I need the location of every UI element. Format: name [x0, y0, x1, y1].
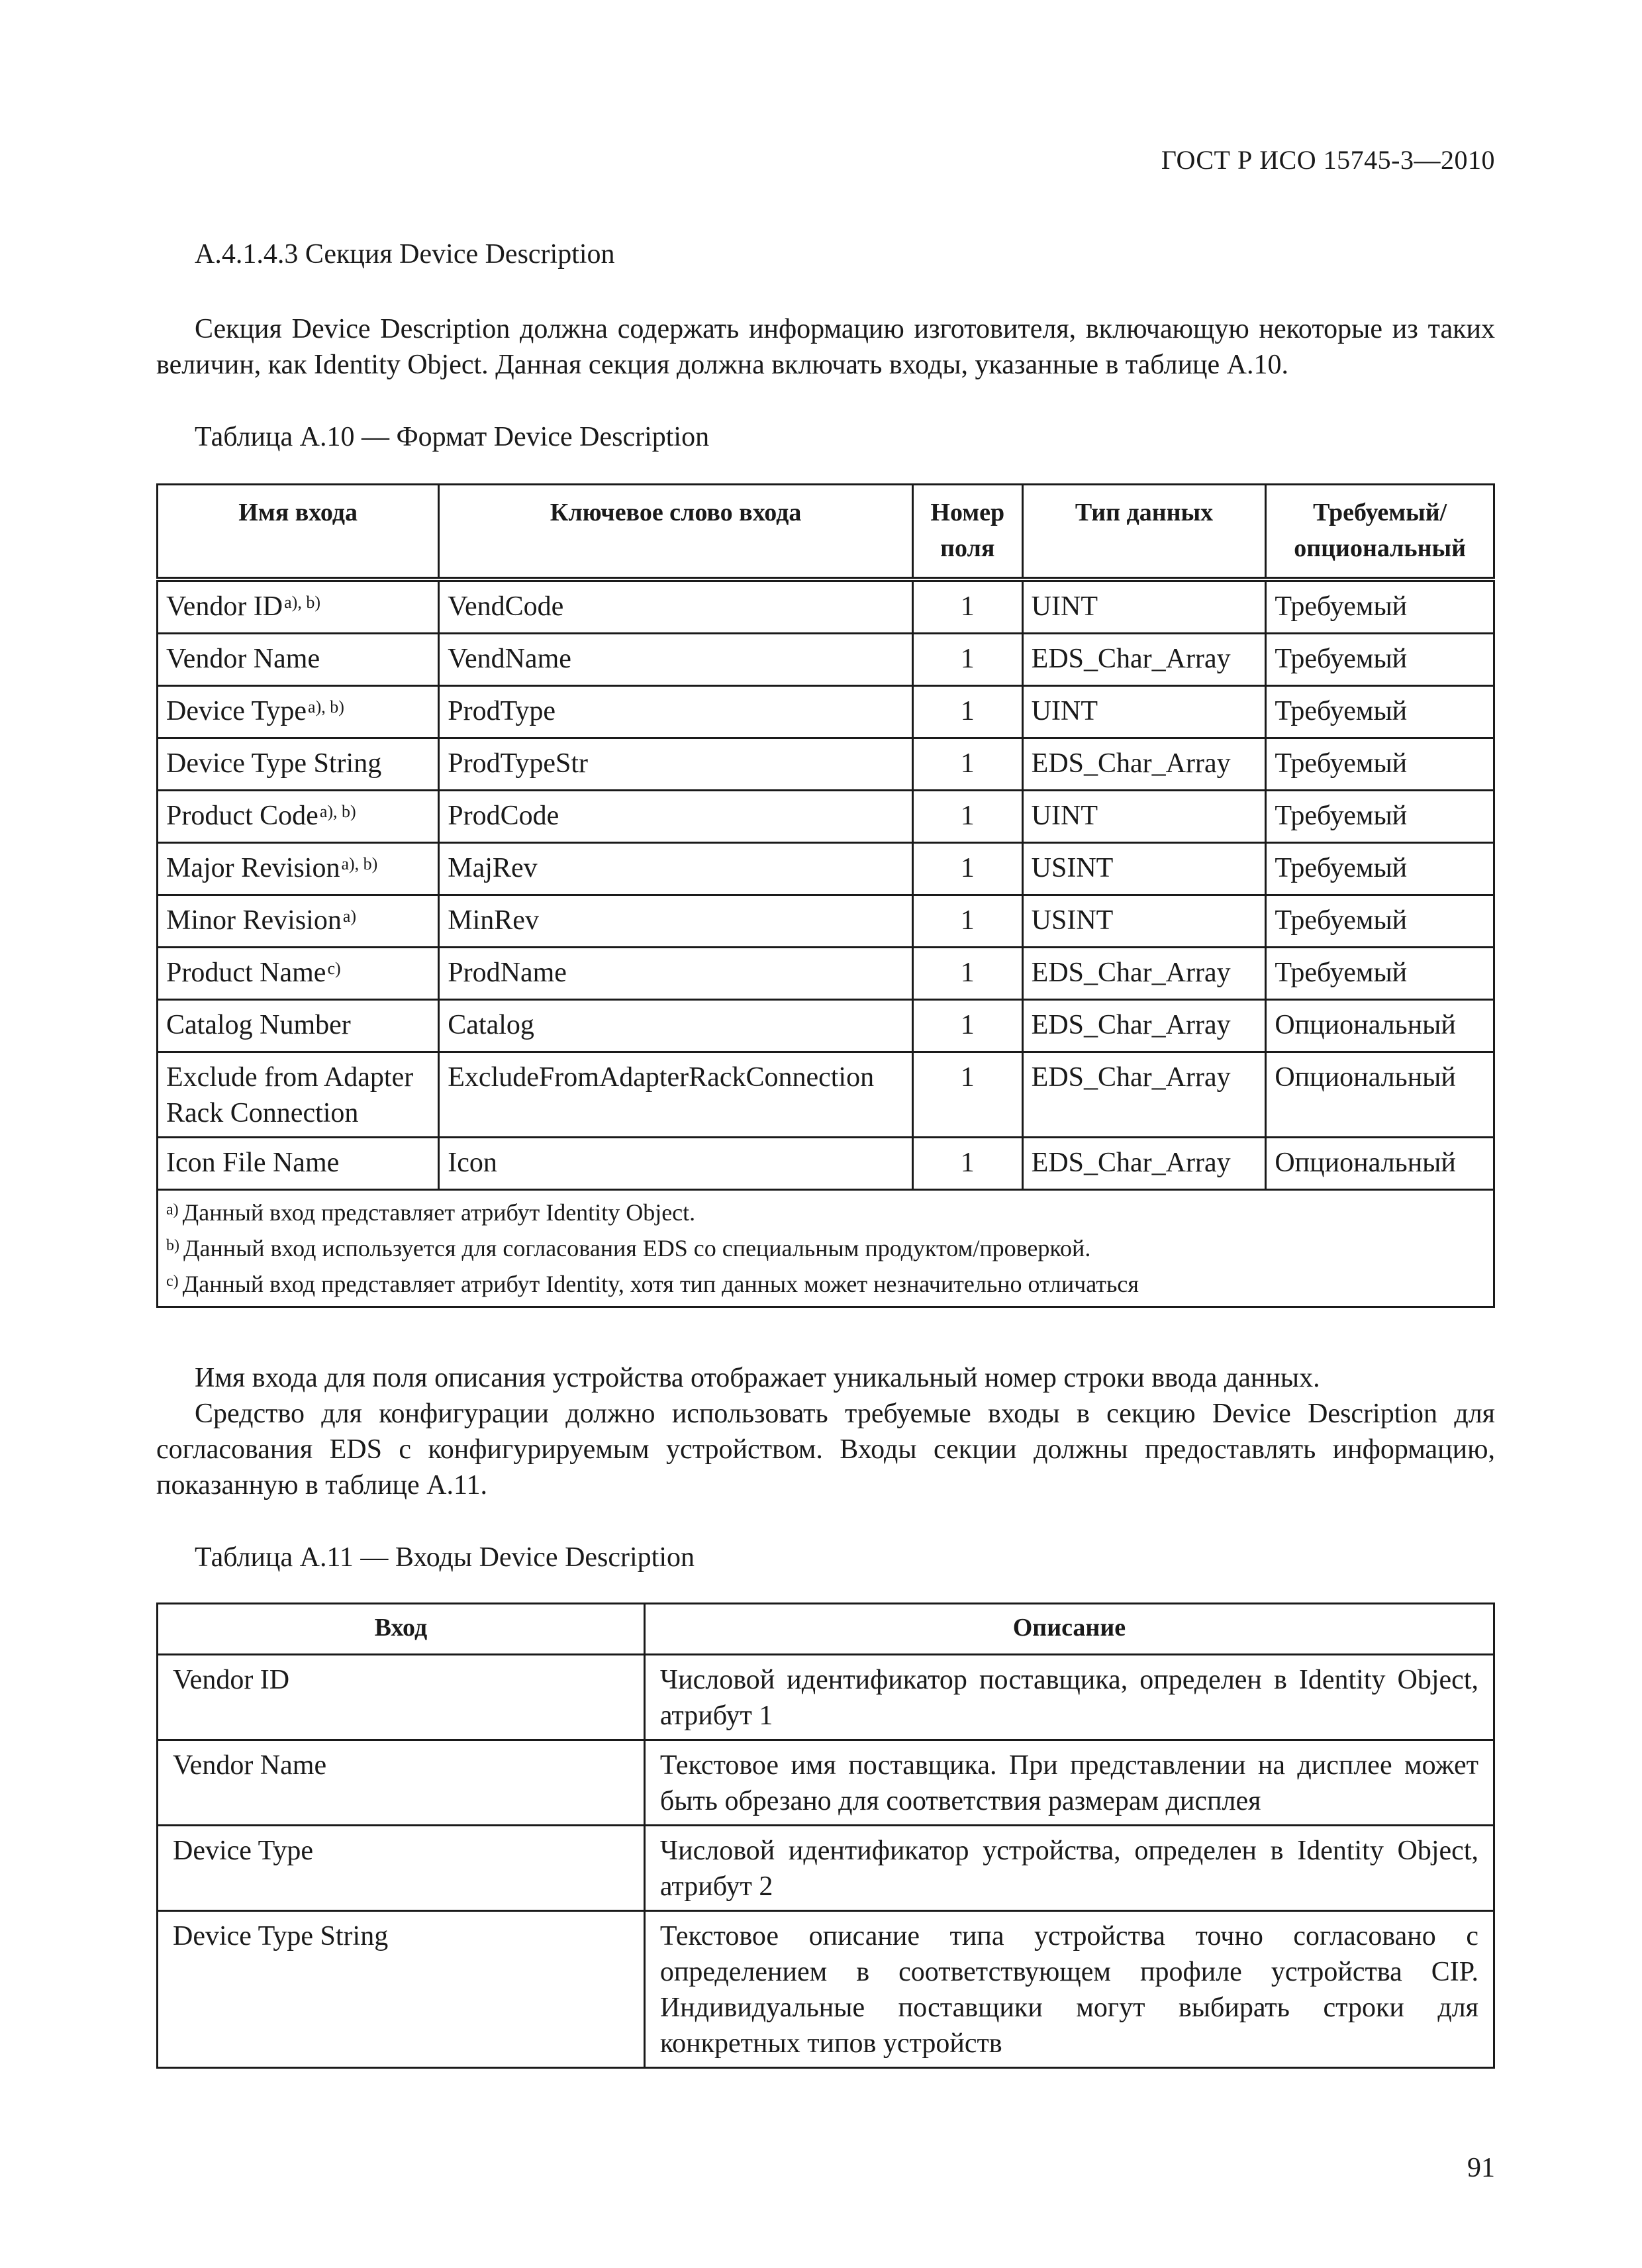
cell-field-number: 1: [912, 843, 1022, 895]
cell-entry-name: Icon File Name: [158, 1138, 439, 1190]
cell-required-optional: Требуемый: [1266, 791, 1494, 843]
cell-entry-name: Major Revision$^{a), b)}$: [158, 843, 439, 895]
note-b: $^{b)}$ Данный вход используется для согласования EDS со специальным продуктом/проверкой.: [166, 1235, 1091, 1261]
cell-field-number: 1: [912, 634, 1022, 686]
cell-keyword: ProdTypeStr: [439, 738, 913, 791]
header-required-optional: Требуемый/ опциональный: [1266, 485, 1494, 580]
table-a11-header-row: [158, 1604, 1494, 1655]
table-row: [158, 738, 1494, 791]
table-a11: [156, 1602, 1495, 2069]
table-a10-notes-row: [158, 1190, 1494, 1307]
cell-required-optional: Требуемый: [1266, 738, 1494, 791]
cell-required-optional: Опциональный: [1266, 1000, 1494, 1052]
cell-data-type: EDS_Char_Array: [1022, 948, 1266, 1000]
cell-entry: Device Type String: [158, 1911, 645, 2068]
header-keyword: Ключевое слово входа: [439, 485, 913, 580]
cell-data-type: UINT: [1022, 579, 1266, 634]
cell-keyword: Icon: [439, 1138, 913, 1190]
cell-field-number: 1: [912, 948, 1022, 1000]
cell-required-optional: Опциональный: [1266, 1138, 1494, 1190]
footnote-reference: a), b): [284, 593, 320, 612]
document-page: [156, 0, 1495, 2268]
table-row: [158, 791, 1494, 843]
cell-description: Текстовое имя поставщика. При представлении на дисплее может быть обрезано для соответствия размерам дисплея: [644, 1740, 1494, 1826]
header-entry-name: Имя входа: [158, 485, 439, 580]
cell-required-optional: Требуемый: [1266, 686, 1494, 738]
cell-data-type: USINT: [1022, 895, 1266, 948]
cell-required-optional: Требуемый: [1266, 634, 1494, 686]
header-entry: Вход: [158, 1604, 645, 1655]
footnote-reference: a), b): [308, 697, 344, 716]
table-a10-header-row: [158, 485, 1494, 580]
cell-required-optional: Требуемый: [1266, 843, 1494, 895]
cell-description: Текстовое описание типа устройства точно согласовано с определением в соответствующем профиле устройства CIP. Индивидуальные поставщики могут выбирать строки для конкретных типов устройств: [644, 1911, 1494, 2068]
footnote-reference: c): [327, 959, 341, 978]
cell-entry-name: Vendor $ID^{a), b)}$: [158, 579, 439, 634]
table-row: [158, 579, 1494, 634]
cell-entry: Vendor ID: [158, 1655, 645, 1740]
page-number: 91: [1467, 2153, 1495, 2183]
cell-keyword: ProdName: [439, 948, 913, 1000]
cell-field-number: 1: [912, 686, 1022, 738]
cell-required-optional: Требуемый: [1266, 948, 1494, 1000]
cell-data-type: UINT: [1022, 791, 1266, 843]
section-heading: A.4.1.4.3 Секция Device Description: [195, 239, 615, 270]
table-a10: [156, 483, 1495, 1308]
table-row: [158, 1740, 1494, 1826]
table-row: [158, 634, 1494, 686]
footnote-reference: a), b): [341, 854, 378, 873]
cell-field-number: 1: [912, 1052, 1022, 1138]
cell-description: Числовой идентификатор поставщика, определен в Identity Object, атрибут 1: [644, 1655, 1494, 1740]
paragraph-config-tool: Средство для конфигурации должно использовать требуемые входы в секцию Device Description для согласования EDS с конфигурируемым устройством. Входы секции должны предоставлять информацию, показанную в таблице A.11.: [156, 1399, 1495, 1501]
cell-data-type: EDS_Char_Array: [1022, 634, 1266, 686]
cell-entry-name: Minor Revision$^{a)}$: [158, 895, 439, 948]
cell-data-type: EDS_Char_Array: [1022, 1000, 1266, 1052]
table-row: [158, 1000, 1494, 1052]
cell-entry-name: Device Type String: [158, 738, 439, 791]
cell-entry-name: Catalog Number: [158, 1000, 439, 1052]
cell-required-optional: Требуемый: [1266, 579, 1494, 634]
cell-required-optional: Опциональный: [1266, 1052, 1494, 1138]
cell-required-optional: Требуемый: [1266, 895, 1494, 948]
cell-keyword: MinRev: [439, 895, 913, 948]
cell-keyword: ExcludeFromAdapterRackConnection: [439, 1052, 913, 1138]
cell-keyword: MajRev: [439, 843, 913, 895]
cell-keyword: VendName: [439, 634, 913, 686]
cell-keyword: VendCode: [439, 579, 913, 634]
cell-field-number: 1: [912, 1000, 1022, 1052]
table-a10-caption: Таблица A.10 — Формат Device Description: [195, 422, 710, 452]
table-row: [158, 686, 1494, 738]
cell-entry-name: Device Type$^{a), b)}$: [158, 686, 439, 738]
intro-paragraph: Секция Device Description должна содержать информацию изготовителя, включающую некоторые из таких величин, как Identity Object. Данная секция должна включать входы, указанные в таблице A.10.: [156, 314, 1495, 380]
cell-field-number: 1: [912, 895, 1022, 948]
document-code: ГОСТ Р ИСО 15745-3—2010: [1161, 145, 1495, 175]
table-a10-notes: [158, 1190, 1494, 1307]
table-row: [158, 948, 1494, 1000]
cell-field-number: 1: [912, 791, 1022, 843]
cell-data-type: UINT: [1022, 686, 1266, 738]
cell-entry-name: Vendor Name: [158, 634, 439, 686]
cell-keyword: ProdType: [439, 686, 913, 738]
table-row: [158, 1911, 1494, 2068]
table-a11-caption: Таблица A.11 — Входы Device Description: [195, 1542, 695, 1573]
table-row: [158, 1826, 1494, 1911]
cell-keyword: Catalog: [439, 1000, 913, 1052]
cell-data-type: EDS_Char_Array: [1022, 738, 1266, 791]
table-row: [158, 1052, 1494, 1138]
cell-entry-name: Product Name$^{c)}$: [158, 948, 439, 1000]
cell-field-number: 1: [912, 579, 1022, 634]
header-description: Описание: [644, 1604, 1494, 1655]
note-a: $^{a)}$ Данный вход представляет атрибут Identity Object.: [166, 1199, 696, 1226]
paragraph-entry-name: Имя входа для поля описания устройства отображает уникальный номер строки ввода данных.: [195, 1363, 1320, 1393]
cell-data-type: EDS_Char_Array: [1022, 1138, 1266, 1190]
note-c: $^{c)}$ Данный вход представляет атрибут Identity, хотя тип данных может незначительно отличаться: [166, 1271, 1139, 1297]
cell-entry-name: Exclude from Adapter Rack Connection: [158, 1052, 439, 1138]
cell-entry: Device Type: [158, 1826, 645, 1911]
cell-data-type: USINT: [1022, 843, 1266, 895]
cell-entry: Vendor Name: [158, 1740, 645, 1826]
cell-keyword: ProdCode: [439, 791, 913, 843]
header-data-type: Тип данных: [1022, 485, 1266, 580]
cell-entry-name: Product Code$^{a), b)}$: [158, 791, 439, 843]
table-row: [158, 1138, 1494, 1190]
cell-description: Числовой идентификатор устройства, определен в Identity Object, атрибут 2: [644, 1826, 1494, 1911]
table-row: [158, 843, 1494, 895]
footnote-reference: a), b): [319, 802, 356, 821]
cell-field-number: 1: [912, 1138, 1022, 1190]
footnote-reference: a): [342, 907, 357, 926]
cell-data-type: EDS_Char_Array: [1022, 1052, 1266, 1138]
table-row: [158, 1655, 1494, 1740]
table-row: [158, 895, 1494, 948]
cell-field-number: 1: [912, 738, 1022, 791]
header-field-number: Номер поля: [912, 485, 1022, 580]
